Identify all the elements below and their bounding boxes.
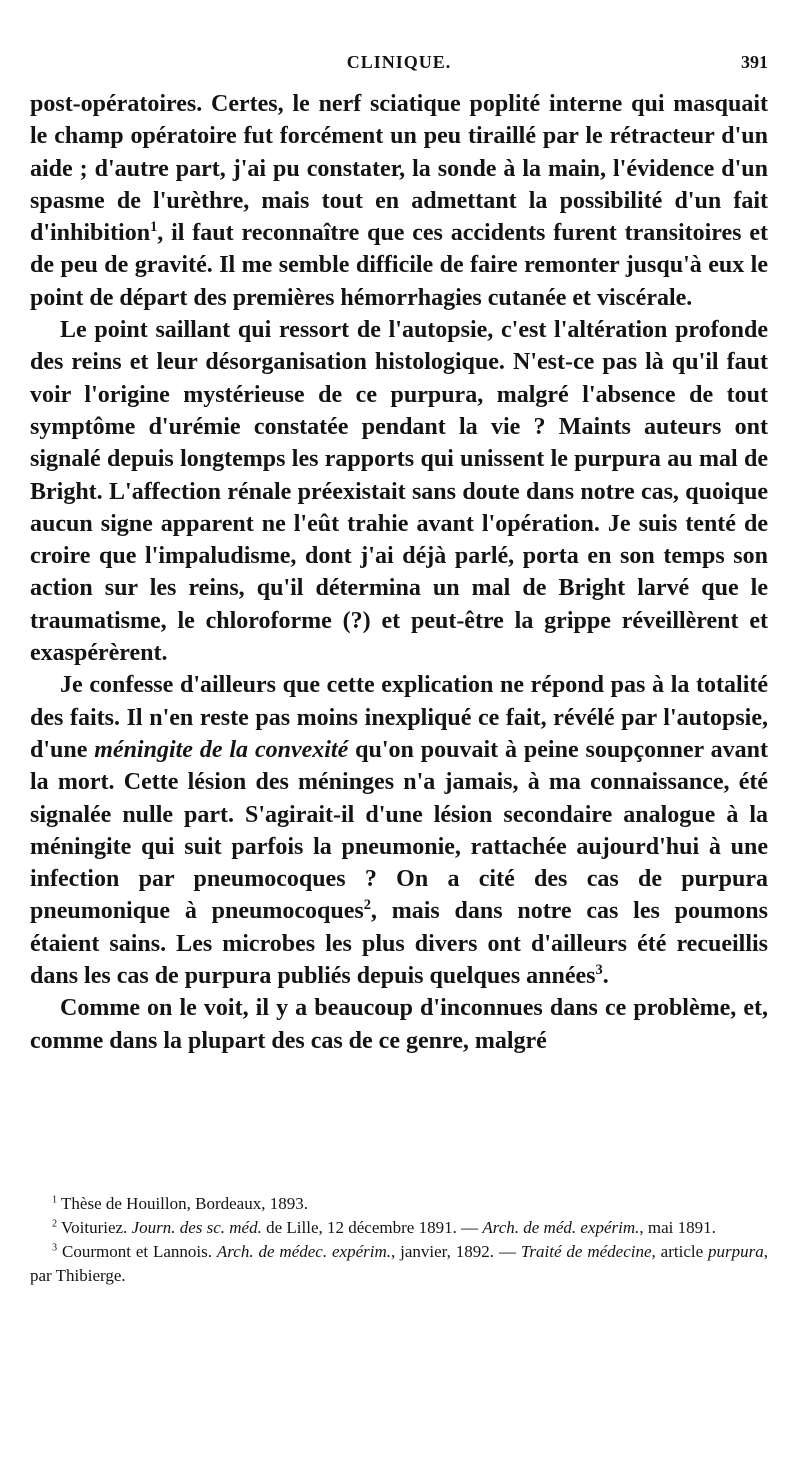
footnote-3-treatise: Traité de médecine <box>520 1242 652 1261</box>
paragraph-3-text-c: , mais dans notre cas les poumons étaient sains. Les microbes les plus divers ont d'ailleurs été recueillis dans les cas de purpura publiés depuis quelques années <box>30 898 768 990</box>
paragraph-3-text-d: . <box>602 963 609 990</box>
footnote-ref-1: 1 <box>150 219 158 236</box>
footnote-3-text-b: , janvier, 1892. — <box>391 1242 521 1261</box>
paragraph-3 <box>30 669 768 992</box>
footnote-2-archive: Arch. de méd. expérim. <box>482 1218 640 1237</box>
footnote-2-text-b: de Lille, 12 décembre 1891. — <box>261 1218 483 1237</box>
footnote-3-text-c: , article <box>651 1242 709 1261</box>
footnote-3-mark: 3 <box>52 1242 58 1254</box>
footnote-1-mark: 1 <box>52 1194 58 1206</box>
footnote-3-text-d: , par Thibierge. <box>30 1242 769 1285</box>
paragraph-1-text-b: , il faut reconnaître que ces accidents furent transitoires et de peu de gravité. Il me semble difficile de faire remonter jusqu'à eux le point de départ des premières hémorrhagies cutanée et viscérale. <box>30 220 768 311</box>
paragraph-3-text-a: Je confesse d'ailleurs que cette explication ne répond pas à la totalité des faits. Il n'en reste pas moins inexpliqué ce fait, révélé par l'autopsie, d'une <box>30 672 768 763</box>
document-page <box>30 44 768 1464</box>
footnote-2-text-a: Voituriez. <box>57 1218 132 1237</box>
body-text <box>30 88 768 1057</box>
paragraph-1 <box>30 88 768 314</box>
running-head: CLINIQUE. <box>346 52 452 72</box>
footnote-ref-3: 3 <box>595 962 603 979</box>
paragraph-2: Le point saillant qui ressort de l'autopsie, c'est l'altération profonde des reins et leur désorganisation histologique. N'est-ce pas là qu'il faut voir l'origine mystérieuse de ce purpura, malgré l'absence de tout symptôme d'urémie constatée pendant la vie ? Maints auteurs ont signalé depuis longtemps les rapports qui unissent le purpura au mal de Bright. L'affection rénale préexistait sans doute dans notre cas, quoique aucun signe apparent ne l'eût trahie avant l'opération. Je suis tenté de croire que l'impaludisme, dont j'ai déjà parlé, porta en son temps son action sur les reins, qu'il détermina un mal de Bright larvé que le traumatisme, le chloroforme (?) et peut-être la grippe réveillèrent et exaspérèrent. <box>30 317 768 667</box>
footnote-1 <box>30 1192 768 1216</box>
footnote-2-mark: 2 <box>52 1218 58 1230</box>
footnote-2 <box>30 1216 768 1240</box>
paragraph-3-text-b: qu'on pouvait à peine soupçonner avant la mort. Cette lésion des méninges n'a jamais, à ma connaissance, été signalée nulle part. S'agirait-il d'une lésion secondaire analogue à la méningite qui suit parfois la pneumonie, rattachée aujourd'hui à une infection par pneumocoques ? On a cité des cas de purpura pneumonique à pneumocoques <box>30 736 768 925</box>
footnote-2-journal: Journ. des sc. méd. <box>131 1218 262 1237</box>
page-number: 391 <box>741 52 768 72</box>
footnote-3-text-a: Courmont et Lannois. <box>57 1242 217 1261</box>
footnote-3-archive: Arch. de médec. expérim. <box>216 1242 391 1261</box>
paragraph-4: Comme on le voit, il y a beaucoup d'inconnues dans ce problème, et, comme dans la plupart des cas de ce genre, malgré <box>30 995 768 1054</box>
footnotes <box>30 1192 768 1288</box>
paragraph-1-text-a: post-opératoires. Certes, le nerf sciatique poplité interne qui masquait le champ opératoire fut forcément un peu tiraillé par le rétracteur d'un aide ; d'autre part, j'ai pu constater, la sonde à la main, l'évidence d'un spasme de l'urèthre, mais tout en admettant la possibilité d'un fait d'inhibition <box>30 91 768 247</box>
footnote-3-article: purpura <box>708 1242 764 1261</box>
footnote-3 <box>30 1240 768 1288</box>
paragraph-3-emphasis: méningite de la convexité <box>94 736 349 763</box>
footnote-1-text: Thèse de Houillon, Bordeaux, 1893. <box>57 1194 308 1213</box>
footnote-ref-2: 2 <box>363 897 371 914</box>
page-header <box>30 44 768 84</box>
footnote-2-text-c: , mai 1891. <box>639 1218 716 1237</box>
